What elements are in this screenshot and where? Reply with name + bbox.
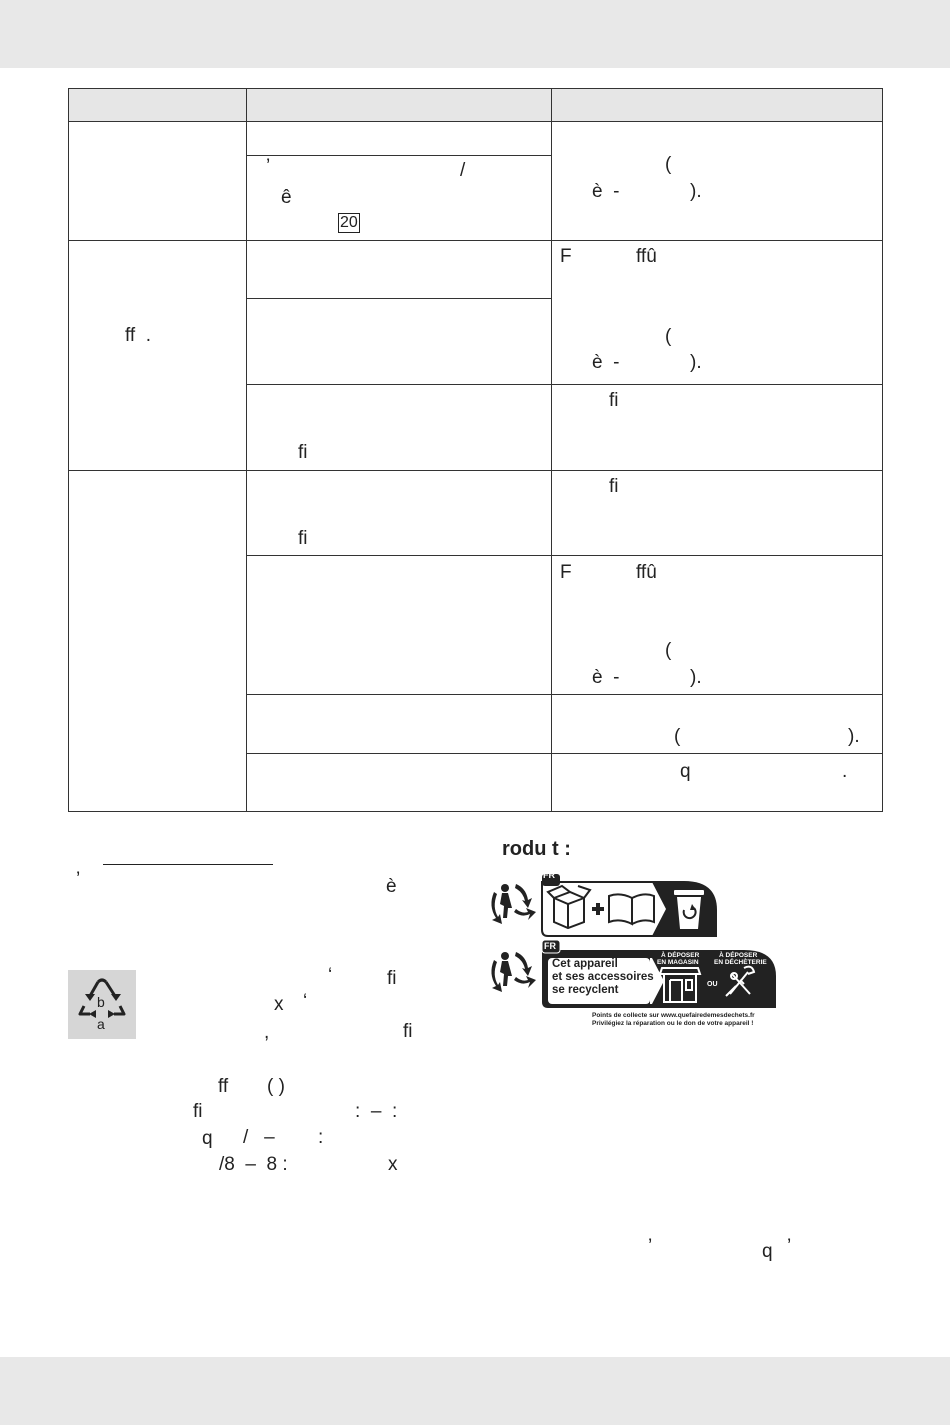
weee-text: se recyclent <box>552 984 619 996</box>
cell-text: ). <box>690 667 702 688</box>
cell-text: F <box>560 246 572 267</box>
recycle-code-top: b <box>97 994 105 1010</box>
table-border-top <box>68 88 883 89</box>
text-fragment: ’ <box>648 1236 653 1257</box>
text-fragment: ’ <box>787 1236 792 1257</box>
recycle-code-bottom: a <box>97 1016 105 1032</box>
weee-footer: Points de collecte sur www.quefairedemesdechets.fr <box>592 1012 755 1019</box>
text-fragment: /8 – 8 : <box>219 1154 288 1175</box>
text-fragment: ff <box>218 1076 229 1097</box>
cell-text: ê <box>281 187 292 208</box>
top-band <box>0 0 950 68</box>
recycle-symbol-box <box>68 970 136 1039</box>
cell-text: è - <box>592 352 620 373</box>
table-subrow-sep <box>246 384 883 385</box>
table-subrow-sep <box>246 298 552 299</box>
cell-text: ). <box>848 726 860 747</box>
cell-text: ff . <box>125 325 152 346</box>
underline <box>103 864 273 865</box>
triman-packaging-icon <box>486 874 722 938</box>
table-col-sep-1 <box>246 88 247 812</box>
table-subrow-sep <box>246 694 883 695</box>
weee-footer: Privilégiez la réparation ou le don de votre appareil ! <box>592 1020 754 1027</box>
cell-text: F <box>560 562 572 583</box>
table-border-left <box>68 88 69 812</box>
cell-text: ffû <box>636 246 657 267</box>
table-border-right <box>882 88 883 812</box>
weee-text: Cet appareil <box>552 958 618 970</box>
text-fragment: fi <box>193 1101 203 1122</box>
cell-text: . <box>842 761 848 782</box>
weee-text: EN DÉCHÈTERIE <box>714 959 767 966</box>
cell-text: è - <box>592 667 620 688</box>
weee-text: EN MAGASIN <box>657 959 699 966</box>
cell-text: ffû <box>636 562 657 583</box>
text-fragment: ( ) <box>267 1076 285 1097</box>
fr-badge: FR <box>544 941 556 951</box>
table-row-sep <box>68 240 883 241</box>
text-fragment: q <box>762 1241 773 1262</box>
table-header <box>68 88 882 121</box>
text-fragment: , <box>264 1022 270 1043</box>
table-row-sep <box>68 121 883 122</box>
cell-text: ’ <box>266 156 271 177</box>
text-fragment: q <box>202 1128 213 1149</box>
cell-text: ( <box>674 726 681 747</box>
text-fragment: è <box>386 876 397 897</box>
page-ref-box: 20 <box>340 214 358 231</box>
table-col-sep-2 <box>551 88 552 812</box>
text-fragment: x <box>274 994 284 1015</box>
cell-text: ). <box>690 352 702 373</box>
cell-text: ( <box>665 640 672 661</box>
table-subrow-sep <box>246 155 552 156</box>
text-fragment: : <box>318 1127 324 1148</box>
text-fragment: fi <box>387 968 397 989</box>
cell-text: q <box>680 761 691 782</box>
table-subrow-sep <box>246 753 883 754</box>
weee-text: et ses accessoires <box>552 971 654 983</box>
weee-text: À DÉPOSER <box>661 952 700 959</box>
weee-text: OU <box>707 981 718 988</box>
cell-text: fi <box>298 442 308 463</box>
weee-text: À DÉPOSER <box>719 952 758 959</box>
cell-text: ( <box>665 154 672 175</box>
text-fragment: fi <box>403 1021 413 1042</box>
table-subrow-sep <box>246 555 883 556</box>
cell-text: ). <box>690 181 702 202</box>
cell-text: ( <box>665 326 672 347</box>
table-border-bottom <box>68 811 883 812</box>
cell-text: fi <box>609 390 619 411</box>
text-fragment: ’ <box>76 869 81 890</box>
cell-text: fi <box>298 528 308 549</box>
section-heading: rodu t : <box>502 838 571 860</box>
text-fragment: / – <box>243 1127 275 1148</box>
cell-text: / <box>460 160 466 181</box>
text-fragment: ‘ <box>303 991 308 1012</box>
table-row-sep <box>68 470 883 471</box>
text-fragment: ‘ <box>328 965 333 986</box>
cell-text: fi <box>609 476 619 497</box>
text-fragment: x <box>388 1154 398 1175</box>
cell-text: è - <box>592 181 620 202</box>
bottom-band <box>0 1357 950 1425</box>
text-fragment: : – : <box>355 1101 398 1122</box>
fr-badge: FR <box>543 870 555 880</box>
